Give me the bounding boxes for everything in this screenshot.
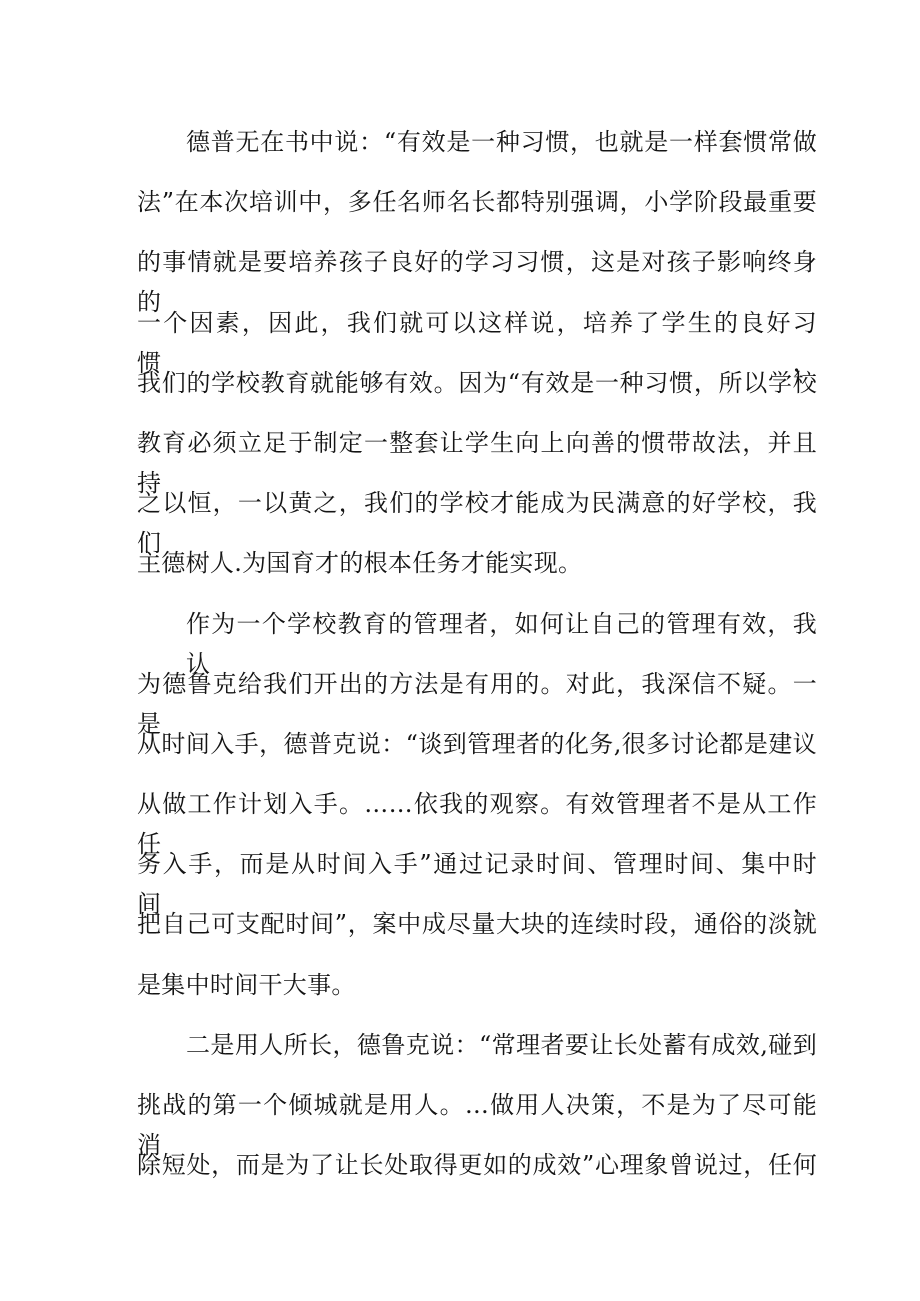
paragraph-line: 我们的学校教育就能够有效。因为“有效是一种习惯，所以学校	[137, 368, 817, 397]
paragraph-line: 的事情就是要培养孩子良好的学习习惯，这是对孩子影响终身的	[137, 248, 817, 317]
paragraph-line: 之以恒，一以黄之，我们的学校才能成为民满意的好学校，我们	[137, 489, 817, 558]
paragraph-line: 二是用人所长，德鲁克说：“常理者要让长处蓄有成效,碰到	[186, 1030, 817, 1059]
paragraph-line: 主德树人.为国育才的根本任务才能实现。	[137, 549, 583, 578]
paragraph-line: 德普无在书中说：“有效是一种习惯，也就是一样套惯常做	[186, 128, 817, 156]
paragraph-line: 法”在本次培训中，多任名师名长都特别强调，小学阶段最重要	[137, 188, 817, 217]
paragraph-line: 作为一个学校教育的管理者，如何让自己的管理有效，我认	[186, 609, 817, 678]
paragraph-line: 务入手，而是从时间入手”通过记录时间、管理时间、集中时间，	[137, 850, 817, 919]
paragraph-line: 除短处，而是为了让长处取得更如的成效”心理象曾说过，任何	[137, 1151, 817, 1180]
paragraph-line: 是集中时间干大事。	[137, 970, 356, 999]
paragraph-line: 把自己可支配时间”，案中成尽量大块的连续时段，通俗的淡就	[137, 910, 817, 939]
paragraph-line: 从做工作计划入手。……依我的观察。有效管理者不是从工作任	[137, 790, 817, 859]
paragraph-line: 挑战的第一个倾城就是用人。…做用人决策，不是为了尽可能消	[137, 1091, 817, 1159]
document-body	[137, 122, 817, 1205]
paragraph-line: 为德鲁克给我们开出的方法是有用的。对此，我深信不疑。一是	[137, 669, 817, 738]
paragraph-line: 一个因素，因此，我们就可以这样说，培养了学生的良好习惯，	[137, 308, 817, 377]
paragraph-line: 教育必须立足于制定一整套让学生向上向善的惯带故法，并且持	[137, 428, 817, 497]
paragraph-line: 从时间入手，德普克说：“谈到管理者的化务,很多讨论都是建议	[137, 729, 817, 758]
